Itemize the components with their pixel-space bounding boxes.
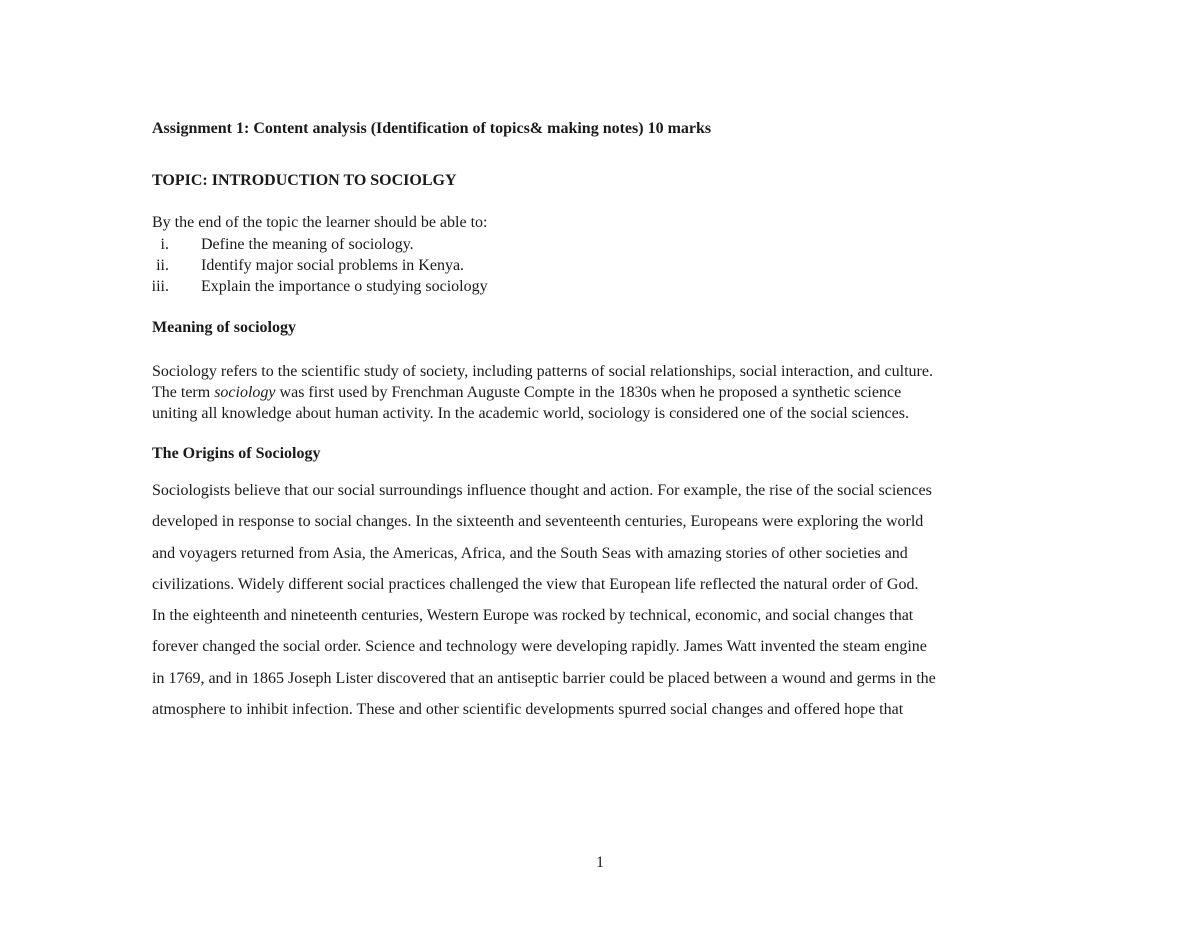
list-item-text: Define the meaning of sociology. <box>201 236 414 253</box>
objectives-intro: By the end of the topic the learner should be able to: <box>152 214 488 231</box>
emphasized-term: sociology <box>214 384 276 401</box>
paragraph-line: uniting all knowledge about human activity. In the academic world, sociology is considered one of the social sciences. <box>152 405 909 422</box>
assignment-title: Assignment 1: Content analysis (Identification of topics& making notes) 10 marks <box>152 120 712 137</box>
origins-paragraph <box>152 475 936 725</box>
list-item-text: Identify major social problems in Kenya. <box>201 257 465 274</box>
list-number: ii. <box>156 257 169 274</box>
page-number: 1 <box>596 854 604 871</box>
paragraph-line: In the eighteenth and nineteenth centuries, Western Europe was rocked by technical, economic, and social changes that <box>152 607 914 625</box>
list-number: i. <box>160 236 169 253</box>
paragraph-line: civilizations. Widely different social practices challenged the view that European life reflected the natural order of God. <box>152 575 919 593</box>
paragraph-line: and voyagers returned from Asia, the Americas, Africa, and the South Seas with amazing stories of other societies and <box>152 544 908 562</box>
meaning-paragraph <box>152 361 933 424</box>
topic-title: TOPIC: INTRODUCTION TO SOCIOLGY <box>152 172 457 189</box>
paragraph-line: atmosphere to inhibit infection. These and other scientific developments spurred social changes and offered hope that <box>152 701 904 719</box>
paragraph-line: forever changed the social order. Science and technology were developing rapidly. James Watt invented the steam engine <box>152 638 927 656</box>
list-number: iii. <box>151 278 169 295</box>
text-run: The term <box>152 384 215 401</box>
paragraph-line: Sociologists believe that our social surroundings influence thought and action. For example, the rise of the social sciences <box>152 482 932 499</box>
section-heading-meaning: Meaning of sociology <box>152 319 296 336</box>
paragraph-line: in 1769, and in 1865 Joseph Lister discovered that an antiseptic barrier could be placed between a wound and germs in the <box>152 669 936 687</box>
text-run: was first used by Frenchman Auguste Compte in the 1830s when he proposed a synthetic science <box>275 384 902 401</box>
paragraph-line <box>152 382 933 403</box>
section-heading-origins: The Origins of Sociology <box>152 445 321 462</box>
paragraph-line: Sociology refers to the scientific study of society, including patterns of social relationships, social interaction, and culture. <box>152 363 933 380</box>
list-item-text: Explain the importance o studying sociology <box>201 278 488 295</box>
paragraph-line: developed in response to social changes. In the sixteenth and seventeenth centuries, Europeans were exploring the world <box>152 513 924 531</box>
